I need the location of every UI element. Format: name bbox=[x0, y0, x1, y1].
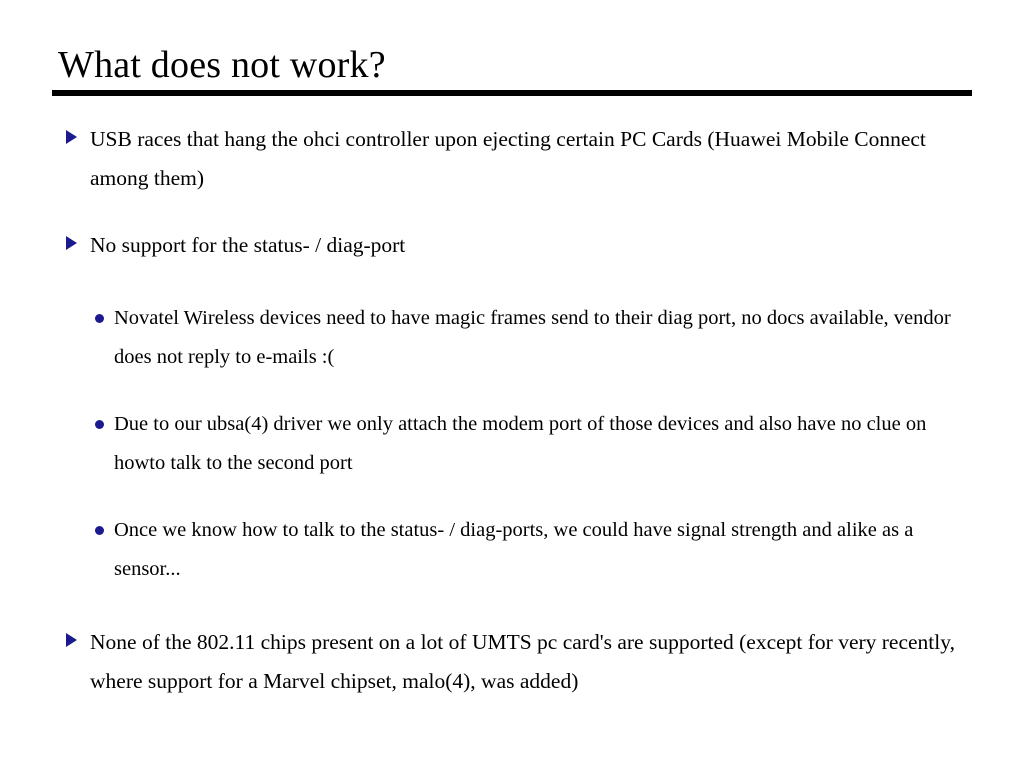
list-item-text: None of the 802.11 chips present on a lot of UMTS pc card's are supported (except for very recently, where support for a Marvel chipset, malo(4), was added) bbox=[90, 630, 955, 693]
list-item-text: No support for the status- / diag-port bbox=[90, 233, 406, 257]
title-divider bbox=[52, 90, 972, 96]
dot-bullet-icon bbox=[95, 526, 104, 535]
page-title: What does not work? bbox=[58, 44, 386, 86]
slide-body bbox=[0, 120, 1024, 719]
spacer bbox=[0, 501, 1024, 511]
list-item bbox=[0, 299, 1024, 377]
triangle-bullet-icon bbox=[66, 236, 77, 250]
spacer bbox=[0, 216, 1024, 226]
list-item-text: Once we know how to talk to the status- / diag-ports, we could have signal strength and alike as a sensor... bbox=[114, 519, 914, 580]
spacer bbox=[0, 283, 1024, 299]
triangle-bullet-icon bbox=[66, 130, 77, 144]
spacer bbox=[0, 607, 1024, 623]
dot-bullet-icon bbox=[95, 420, 104, 429]
list-item bbox=[0, 511, 1024, 589]
list-item-text: Novatel Wireless devices need to have magic frames send to their diag port, no docs available, vendor does not reply to e-mails :( bbox=[114, 307, 951, 368]
list-item bbox=[0, 226, 1024, 265]
list-item-text: Due to our ubsa(4) driver we only attach the modem port of those devices and also have no clue on howto talk to the second port bbox=[114, 413, 927, 474]
triangle-bullet-icon bbox=[66, 633, 77, 647]
list-item bbox=[0, 623, 1024, 701]
list-item bbox=[0, 120, 1024, 198]
dot-bullet-icon bbox=[95, 314, 104, 323]
list-item-text: USB races that hang the ohci controller upon ejecting certain PC Cards (Huawei Mobile Connect among them) bbox=[90, 127, 926, 190]
list-item bbox=[0, 405, 1024, 483]
spacer bbox=[0, 395, 1024, 405]
